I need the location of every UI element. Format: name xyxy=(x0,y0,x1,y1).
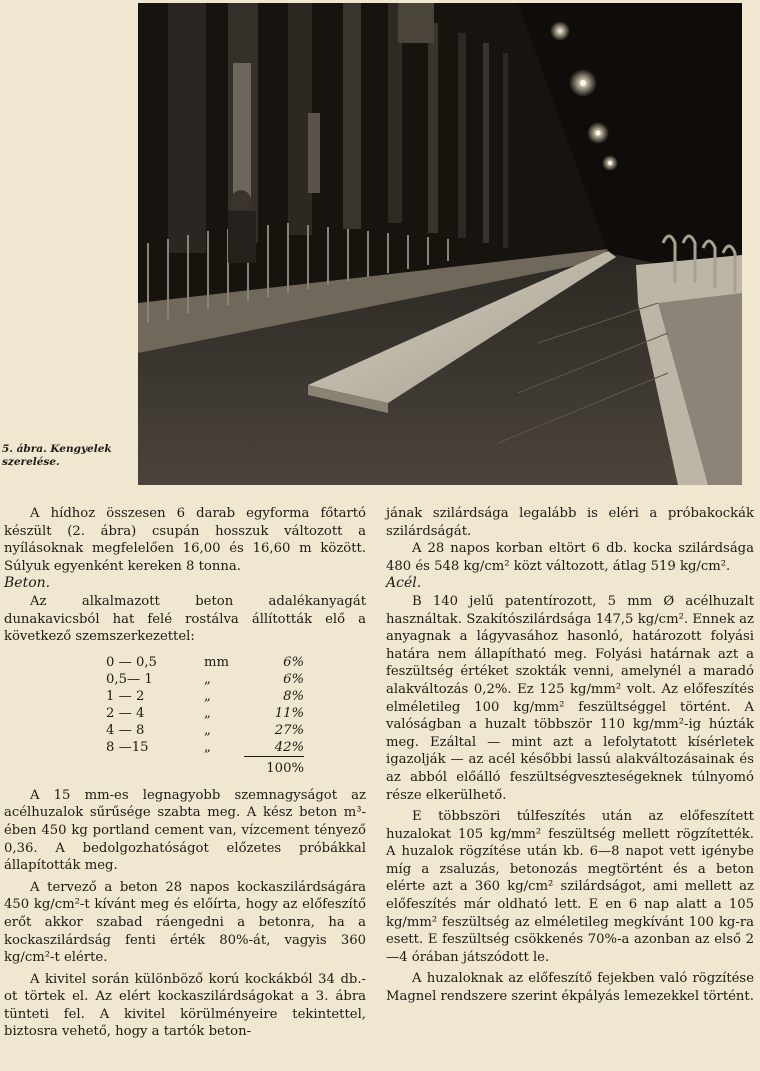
paragraph: A 28 napos korban eltört 6 db. kocka szilárdsága 480 és 548 kg/cm² közt változott, átlag 519 kg/cm². xyxy=(386,541,754,574)
paragraph: E többszöri túlfeszítés után az előfeszített huzalokat 105 kg/mm² feszültség mellett rögzítették. A huzalok rögzítése után kb. 6—8 napot vett igénybe míg a zsaluzás, betonozás megtörtént és a beton elérte azt a 360 kg/cm² szilárdságot, ami mellett az előfeszítés már oldható lett. E en 6 nap alatt a 105 kg/mm² feszültség az elméletileg megkívánt 100 kg-ra esett. E feszültség csökkenés 70%-a azonban az első 2—4 órában játszódott le. xyxy=(386,809,754,965)
grain-unit: „ xyxy=(204,705,211,721)
table-row xyxy=(106,739,304,757)
paragraph: A huzaloknak az előfeszítő fejekben való rögzítése Magnel rendszere szerint ékpályás lemezekkel történt. xyxy=(386,971,754,1005)
grain-range: 4 — 8 xyxy=(106,722,145,738)
paragraph: A kivitel során különböző korú kockákból 34 db.-ot törtek el. Az elért kockaszilárdságokat a 3. ábra tünteti fel. A kivitel körülményeire tekintettel, biztosra vehető, hogy a tartók beton- xyxy=(4,971,366,1040)
paragraph: B 140 jelű patentírozott, 5 mm Ø acélhuzalt használtak. Szakítószilárdsága 147,5 kg/cm². Ennek az anyagnak a lágyvasához hasonló, határozott folyási határa nem állapítható meg. Folyási határnak azt a feszültség értéket szokták venni, amelynél a maradó alakváltozás 0,2%. Ez 125 kg/mm² volt. Az előfeszítés elméletileg 100 kg/mm² feszültséggel történt. A valóságban a huzalt többször 110 kg/mm²-ig húzták meg. Ezáltal — mint azt a lefolytatott kísérletek igazolják — az acél későbbi lassú alakváltozásainak és az abból előálló feszültségveszteségeknek túlnyomó része elkerülhető. xyxy=(386,593,754,803)
grain-range: 0,5— 1 xyxy=(106,671,153,687)
grain-range: 1 — 2 xyxy=(106,688,145,704)
figure-caption-line2: szerelése. xyxy=(2,456,60,468)
table-row xyxy=(106,705,304,722)
right-column xyxy=(386,505,754,1006)
table-row xyxy=(106,722,304,739)
paragraph: A hídhoz összesen 6 darab egyforma főtartó készült (2. ábra) csupán hosszuk változott a nyílásoknak megfelelően 16,00 és 16,60 m között. Súlyuk egyenként kereken 8 tonna. xyxy=(4,506,366,574)
grain-range: 8 —15 xyxy=(106,740,149,755)
photo-illustration xyxy=(138,3,742,485)
grain-percent: 42% xyxy=(244,739,304,757)
grain-unit: „ xyxy=(204,671,211,687)
grain-unit: „ xyxy=(204,740,211,755)
paragraph: jának szilárdsága legalább is eléri a próbakockák szilárdságát. xyxy=(386,506,754,539)
figure-caption-line1: 5. ábra. Kengyelek xyxy=(2,443,112,455)
grain-percent: 11% xyxy=(274,705,304,721)
grain-unit: „ xyxy=(204,688,211,704)
grain-percent: 27% xyxy=(274,722,304,738)
grain-percent: 6% xyxy=(283,654,304,670)
paragraph: A tervező a beton 28 napos kockaszilárdságára 450 kg/cm²-t kívánt meg és előírta, hogy az előfeszítő erőt akkor szabad ráengedni a betonra, ha a kockaszilárdság fenti érték 80%-át, vagyis 360 kg/cm²-t elérte. xyxy=(4,879,366,966)
grain-unit: mm xyxy=(204,654,230,670)
table-row xyxy=(106,654,304,671)
grain-range: 2 — 4 xyxy=(106,705,145,721)
figure-caption xyxy=(2,443,132,469)
table-row xyxy=(106,688,304,705)
grain-range: 0 — 0,5 xyxy=(106,654,157,670)
table-row xyxy=(106,671,304,688)
paragraph: A 15 mm-es legnagyobb szemnagyságot az acélhuzalok sűrűsége szabta meg. A kész beton m³-ében 450 kg portland cement van, vízcement tényező 0,36. A bedolgozhatóságot előzetes próbákkal állapították meg. xyxy=(4,787,366,874)
grain-percent: 6% xyxy=(283,671,304,687)
table-total-row xyxy=(106,756,304,777)
section-heading-acel: Acél. xyxy=(386,575,422,592)
grain-size-table xyxy=(106,654,304,777)
grain-percent: 8% xyxy=(283,688,304,704)
left-column xyxy=(4,505,366,1041)
section-heading-beton: Beton. xyxy=(4,575,51,592)
paragraph: Az alkalmazott beton adalékanyagát dunakavicsból hat felé rostálva állították elő a következő szemszerkezettel: xyxy=(4,593,366,645)
grain-total: 100% xyxy=(266,760,304,776)
grain-unit: „ xyxy=(204,722,211,738)
bridge-girders-photo xyxy=(138,3,742,485)
